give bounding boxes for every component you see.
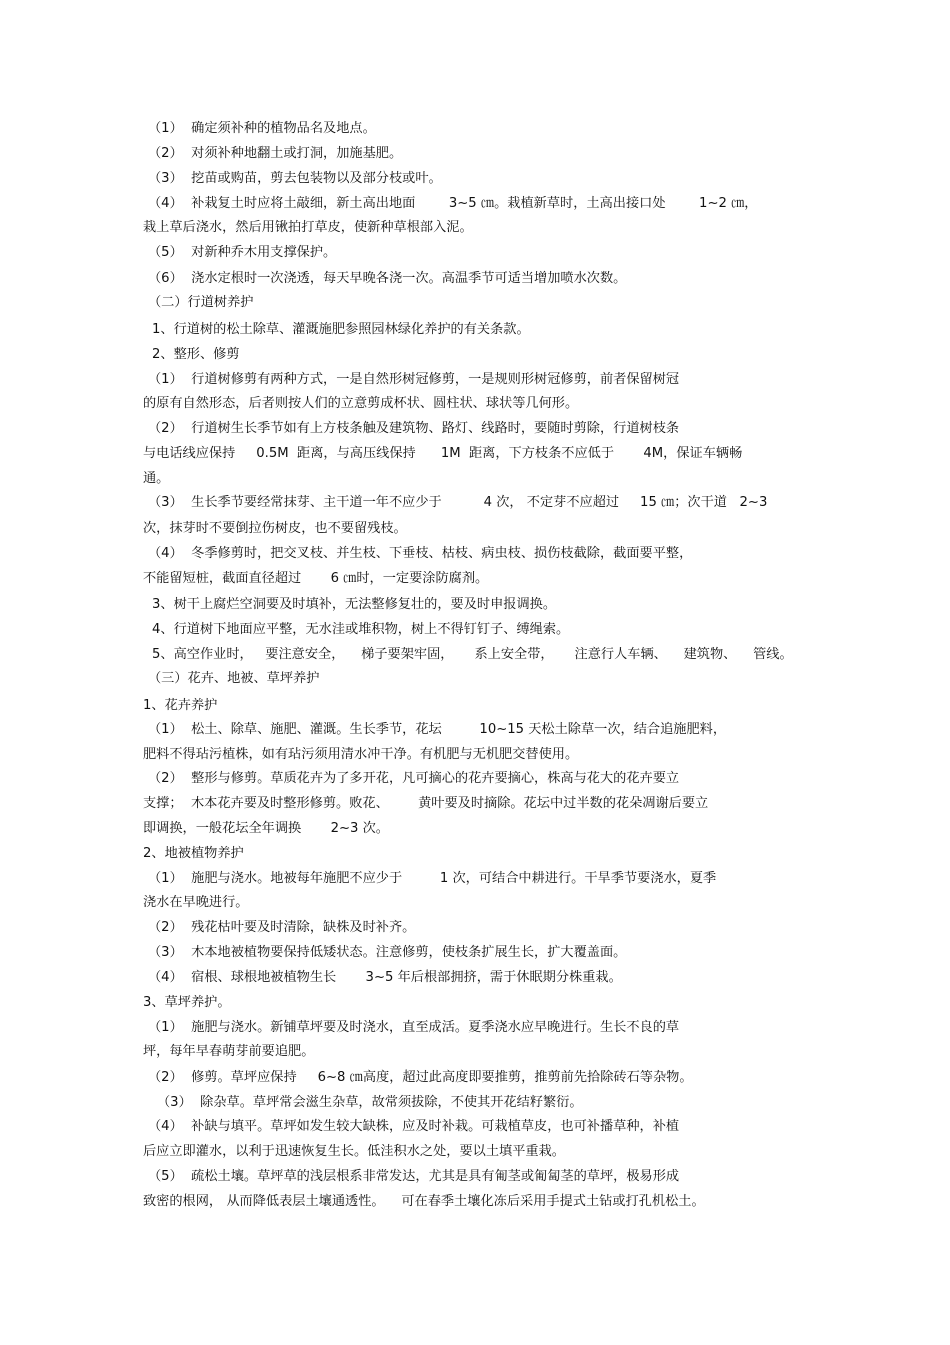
text-line: 后应立即灌水，以利于迅速恢复生长。低洼积水之处，要以土填平重栽。	[143, 1144, 565, 1159]
text-line: 的原有自然形态，后者则按人们的立意剪成杯状、圆柱状、球状等几何形。	[143, 396, 579, 411]
text-line: 肥料不得玷污植株，如有玷污须用清水冲干净。有机肥与无机肥交替使用。	[143, 747, 579, 762]
text-line: （5） 对新种乔木用支撑保护。	[148, 245, 337, 260]
subsection-heading: 1、花卉养护	[143, 698, 218, 713]
text-line: （2） 行道树生长季节如有上方枝条触及建筑物、路灯、线路时，要随时剪除，行道树枝条	[148, 421, 680, 436]
text-line: 栽上草后浇水，然后用锹拍打草皮，使新种草根部入泥。	[143, 220, 473, 235]
text-line: 通。	[143, 471, 170, 486]
text-line: 2、整形、修剪	[152, 347, 240, 362]
text-line: （1） 行道树修剪有两种方式，一是自然形树冠修剪，一是规则形树冠修剪，前者保留树冠	[148, 372, 680, 387]
text-line: 4、行道树下地面应平整，无水洼或堆积物，树上不得钉钉子、缚绳索。	[152, 622, 570, 637]
text-line: （1） 施肥与浇水。地被每年施肥不应少于 1 次，可结合中耕进行。干旱季节要浇水，夏季	[148, 871, 717, 886]
text-line: 1、行道树的松土除草、灌溉施肥参照园林绿化养护的有关条款。	[152, 322, 530, 337]
text-line: （4） 宿根、球根地被植物生长 3~5 年后根部拥挤，需于休眠期分株重栽。	[148, 970, 622, 985]
text-line: 坪，每年早春萌芽前要追肥。	[143, 1044, 315, 1059]
text-line: （5） 疏松土壤。草坪草的浅层根系非常发达，尤其是具有匍茎或匍匐茎的草坪，极易形成	[148, 1169, 680, 1184]
text-line: （3） 木本地被植物要保持低矮状态。注意修剪，使枝条扩展生长，扩大覆盖面。	[148, 945, 627, 960]
text-line: 不能留短桩，截面直径超过 6 ㎝时，一定要涂防腐剂。	[143, 571, 489, 586]
text-line: 5、高空作业时， 要注意安全， 梯子要架牢固， 系上安全带， 注意行人车辆、 建筑物、 管线。	[152, 647, 793, 662]
text-line: （6） 浇水定根时一次浇透，每天早晚各浇一次。高温季节可适当增加喷水次数。	[148, 271, 627, 286]
text-line: （2） 整形与修剪。草质花卉为了多开花，凡可摘心的花卉要摘心，株高与花大的花卉要立	[148, 771, 680, 786]
text-line: （4） 补栽复土时应将土敲细，新土高出地面 3~5 ㎝。栽植新草时，土高出接口处 1~2 ㎝，	[148, 196, 758, 211]
section-heading: （三）花卉、地被、草坪养护	[148, 671, 320, 686]
text-line: （3） 除杂草。草坪常会滋生杂草，故常须拔除，不使其开花结籽繁衍。	[157, 1095, 583, 1110]
text-line: （2） 修剪。草坪应保持 6~8 ㎝高度，超过此高度即要推剪，推剪前先拾除砖石等杂物。	[148, 1070, 693, 1085]
text-line: （2） 残花枯叶要及时清除，缺株及时补齐。	[148, 920, 416, 935]
text-line: 浇水在早晚进行。	[143, 895, 249, 910]
text-line: （3） 挖苗或购苗，剪去包装物以及部分枝或叶。	[148, 171, 442, 186]
text-line: 致密的根网， 从而降低表层土壤通透性。 可在春季土壤化冻后采用手提式土钻或打孔机松土。	[143, 1194, 705, 1209]
text-line: （1） 松土、除草、施肥、灌溉。生长季节，花坛 10~15 天松土除草一次，结合追施肥料，	[148, 722, 727, 737]
text-line: 即调换，一般花坛全年调换 2~3 次。	[143, 821, 389, 836]
subsection-heading: 2、地被植物养护	[143, 846, 244, 861]
text-line: 与电话线应保持 0.5M 距离，与高压线保持 1M 距离，下方枝条不应低于 4M，保证车辆畅	[143, 446, 743, 461]
text-line: 3、树干上腐烂空洞要及时填补，无法整修复壮的，要及时申报调换。	[152, 597, 557, 612]
text-line: （4） 冬季修剪时，把交叉枝、并生枝、下垂枝、枯枝、病虫枝、损伤枝截除，截面要平整，	[148, 546, 693, 561]
text-line: （4） 补缺与填平。草坪如发生较大缺株，应及时补栽。可栽植草皮，也可补播草种，补植	[148, 1119, 680, 1134]
text-line: 次，抹芽时不要倒拉伤树皮，也不要留残枝。	[143, 521, 407, 536]
text-line: （3） 生长季节要经常抹芽、主干道一年不应少于 4 次， 不定芽不应超过 15 ㎝；次干道 2~3	[148, 495, 768, 510]
subsection-heading: 3、草坪养护。	[143, 995, 231, 1010]
text-line: （1） 确定须补种的植物品名及地点。	[148, 121, 376, 136]
text-line: （1） 施肥与浇水。新铺草坪要及时浇水，直至成活。夏季浇水应早晚进行。生长不良的草	[148, 1020, 680, 1035]
text-line: （2） 对须补种地翻土或打洞，加施基肥。	[148, 146, 403, 161]
section-heading: （二）行道树养护	[148, 295, 254, 310]
text-line: 支撑； 木本花卉要及时整形修剪。败花、 黄叶要及时摘除。花坛中过半数的花朵凋谢后要立	[143, 796, 709, 811]
